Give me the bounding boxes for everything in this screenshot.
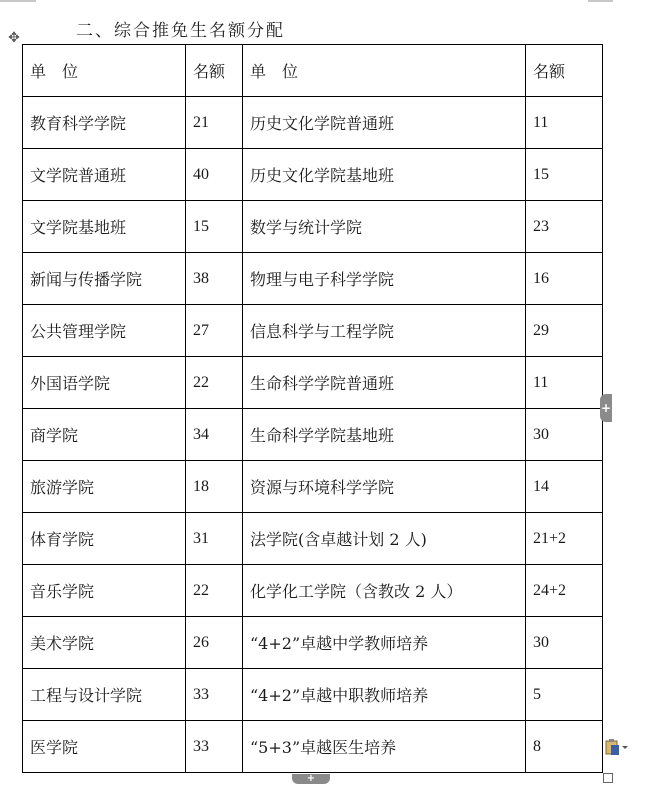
- table-row: [23, 617, 603, 669]
- table-row: [23, 461, 603, 513]
- quota-left-cell: 26: [186, 617, 243, 669]
- unit-left-cell: 外国语学院: [23, 357, 186, 409]
- quota-right-cell: 24+2: [526, 565, 603, 617]
- unit-right-cell: 生命科学学院基地班: [243, 409, 526, 461]
- quota-right-cell: 11: [526, 97, 603, 149]
- quota-right-cell: 23: [526, 201, 603, 253]
- unit-left-cell: 体育学院: [23, 513, 186, 565]
- unit-left-cell: 医学院: [23, 721, 186, 773]
- unit-right-cell: “4+2”卓越中学教师培养: [243, 617, 526, 669]
- table-row: [23, 97, 603, 149]
- quota-table: [22, 44, 603, 773]
- table-move-handle-icon[interactable]: ✥: [8, 30, 20, 46]
- section-heading: 二、综合推免生名额分配: [76, 21, 285, 41]
- unit-left-cell: 公共管理学院: [23, 305, 186, 357]
- table-row: [23, 513, 603, 565]
- page-top-border-right: [588, 0, 613, 2]
- header-quota-left: 名额: [186, 45, 243, 97]
- table-row: [23, 149, 603, 201]
- unit-left-cell: 新闻与传播学院: [23, 253, 186, 305]
- quota-left-cell: 40: [186, 149, 243, 201]
- quota-left-cell: 15: [186, 201, 243, 253]
- unit-right-cell: 化学化工学院（含教改 2 人）: [243, 565, 526, 617]
- unit-left-cell: 文学院普通班: [23, 149, 186, 201]
- quota-right-cell: 30: [526, 617, 603, 669]
- unit-right-cell: 生命科学学院普通班: [243, 357, 526, 409]
- quota-right-cell: 14: [526, 461, 603, 513]
- table-row: [23, 669, 603, 721]
- unit-left-cell: 教育科学学院: [23, 97, 186, 149]
- table-row: [23, 253, 603, 305]
- unit-right-cell: 法学院(含卓越计划 2 人): [243, 513, 526, 565]
- quota-right-cell: 5: [526, 669, 603, 721]
- unit-left-cell: 音乐学院: [23, 565, 186, 617]
- quota-left-cell: 33: [186, 721, 243, 773]
- table-row: [23, 721, 603, 773]
- quota-left-cell: 33: [186, 669, 243, 721]
- quota-right-cell: 15: [526, 149, 603, 201]
- quota-left-cell: 31: [186, 513, 243, 565]
- unit-right-cell: 历史文化学院基地班: [243, 149, 526, 201]
- table-resize-corner-icon[interactable]: [603, 773, 613, 783]
- quota-left-cell: 21: [186, 97, 243, 149]
- unit-right-cell: 数学与统计学院: [243, 201, 526, 253]
- table-row: [23, 305, 603, 357]
- unit-right-cell: 信息科学与工程学院: [243, 305, 526, 357]
- unit-left-cell: 工程与设计学院: [23, 669, 186, 721]
- unit-left-cell: 文学院基地班: [23, 201, 186, 253]
- paste-options-clipboard-icon[interactable]: [604, 738, 630, 756]
- quota-left-cell: 22: [186, 565, 243, 617]
- quota-right-cell: 16: [526, 253, 603, 305]
- unit-right-cell: 物理与电子科学学院: [243, 253, 526, 305]
- quota-left-cell: 18: [186, 461, 243, 513]
- quota-right-cell: 29: [526, 305, 603, 357]
- quota-right-cell: 8: [526, 721, 603, 773]
- unit-left-cell: 美术学院: [23, 617, 186, 669]
- table-header-row: [23, 45, 603, 97]
- header-unit-left: 单 位: [23, 45, 186, 97]
- page-top-border-left: [0, 0, 36, 2]
- add-row-plus-icon[interactable]: +: [292, 774, 330, 784]
- add-column-plus-icon[interactable]: +: [600, 394, 612, 422]
- quota-right-cell: 21+2: [526, 513, 603, 565]
- quota-left-cell: 38: [186, 253, 243, 305]
- unit-right-cell: “4+2”卓越中职教师培养: [243, 669, 526, 721]
- quota-left-cell: 22: [186, 357, 243, 409]
- unit-right-cell: 历史文化学院普通班: [243, 97, 526, 149]
- header-quota-right: 名额: [526, 45, 603, 97]
- unit-left-cell: 商学院: [23, 409, 186, 461]
- table-row: [23, 201, 603, 253]
- quota-left-cell: 27: [186, 305, 243, 357]
- unit-left-cell: 旅游学院: [23, 461, 186, 513]
- quota-right-cell: 30: [526, 409, 603, 461]
- table-row: [23, 357, 603, 409]
- header-unit-right: 单 位: [243, 45, 526, 97]
- unit-right-cell: 资源与环境科学学院: [243, 461, 526, 513]
- table-row: [23, 409, 603, 461]
- table-row: [23, 565, 603, 617]
- quota-left-cell: 34: [186, 409, 243, 461]
- quota-right-cell: 11: [526, 357, 603, 409]
- unit-right-cell: “5+3”卓越医生培养: [243, 721, 526, 773]
